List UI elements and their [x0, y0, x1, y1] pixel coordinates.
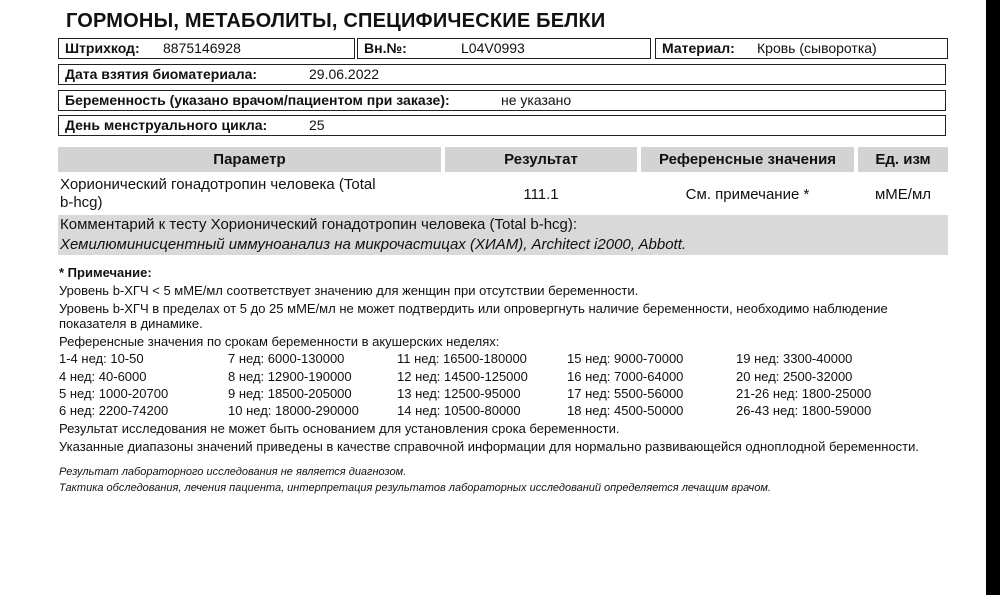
results-table-header [58, 147, 948, 172]
sample-date-box [58, 64, 946, 85]
unit-value: мМЕ/мл [874, 186, 932, 203]
reference-range-item: 26-43 нед: 1800-59000 [736, 403, 872, 418]
pregnancy-box [58, 90, 946, 111]
pregnancy-label: Беременность (указано врачом/пациентом при заказе): [65, 92, 450, 108]
disclaimer-line: Результат лабораторного исследования не является диагнозом. [59, 466, 407, 478]
note-line: Референсные значения по срокам беременности в акушерских неделях: [59, 334, 500, 349]
material-box [655, 38, 948, 59]
reference-range-item: 5 нед: 1000-20700 [59, 386, 169, 401]
internal-number-value: L04V0993 [461, 40, 525, 56]
reference-range-item: 10 нед: 18000-290000 [228, 403, 359, 418]
barcode-box [58, 38, 355, 59]
reference-range-item: 9 нед: 18500-205000 [228, 386, 352, 401]
reference-range-item: 17 нед: 5500-56000 [567, 386, 684, 401]
reference-range-item: 20 нед: 2500-32000 [736, 369, 853, 384]
column-header-result: Результат [445, 147, 637, 172]
reference-range-item: 4 нед: 40-6000 [59, 369, 147, 384]
column-header-unit: Ед. изм [858, 147, 948, 172]
reference-range-item: 6 нед: 2200-74200 [59, 403, 169, 418]
note-line: Указанные диапазоны значений приведены в качестве справочной информации для нормально развивающейся одноплодной беременности. [59, 439, 920, 454]
note-line: Уровень b-ХГЧ < 5 мМЕ/мл соответствует значению для женщин при отсутствии беременности. [59, 283, 639, 298]
sample-date-value: 29.06.2022 [309, 66, 380, 82]
note-line: показателя в динамике. [59, 316, 203, 331]
column-header-parameter: Параметр [58, 147, 441, 172]
reference-range-item: 19 нед: 3300-40000 [736, 351, 853, 366]
cycle-day-value: 25 [309, 117, 325, 133]
screen-edge [986, 0, 1000, 595]
reference-range-item: 8 нед: 12900-190000 [228, 369, 352, 384]
reference-range-item: 18 нед: 4500-50000 [567, 403, 684, 418]
result-value: 111.1 [523, 186, 559, 203]
reference-range-item: 12 нед: 14500-125000 [397, 369, 528, 384]
reference-range-item: 16 нед: 7000-64000 [567, 369, 684, 384]
material-value: Кровь (сыворотка) [757, 40, 877, 56]
parameter-name-line1: Хорионический гонадотропин человека (Total [60, 176, 376, 193]
internal-number-label: Вн.№: [364, 40, 407, 56]
comment-method: Хемилюминисцентный иммуноанализ на микрочастицах (ХИАМ), Architect i2000, Abbott. [60, 236, 687, 253]
note-line: Результат исследования не может быть основанием для установления срока беременности. [59, 421, 620, 436]
reference-value: См. примечание * [685, 186, 810, 203]
reference-range-item: 21-26 нед: 1800-25000 [736, 386, 872, 401]
barcode-label: Штрихкод: [65, 40, 140, 56]
parameter-name-line2: b-hcg) [60, 194, 103, 211]
material-label: Материал: [662, 40, 735, 56]
column-header-reference: Референсные значения [641, 147, 854, 172]
reference-range-item: 1-4 нед: 10-50 [59, 351, 144, 366]
report-title: ГОРМОНЫ, МЕТАБОЛИТЫ, СПЕЦИФИЧЕСКИЕ БЕЛКИ [66, 10, 606, 32]
cycle-day-box [58, 115, 946, 136]
internal-number-box [357, 38, 651, 59]
note-line: Уровень b-ХГЧ в пределах от 5 до 25 мМЕ/мл не может подтвердить или опровергнуть наличие беременности, необходимо наблюдение [59, 301, 888, 316]
reference-range-item: 13 нед: 12500-95000 [397, 386, 521, 401]
comment-title: Комментарий к тесту Хорионический гонадотропин человека (Total b-hcg): [60, 216, 578, 233]
pregnancy-value: не указано [501, 92, 572, 108]
reference-range-item: 15 нед: 9000-70000 [567, 351, 684, 366]
cycle-day-label: День менструального цикла: [65, 117, 268, 133]
disclaimer-line: Тактика обследования, лечения пациента, интерпретация результатов лабораторных исследований определяется лечащим врачом. [59, 482, 771, 494]
reference-range-item: 11 нед: 16500-180000 [397, 351, 527, 366]
barcode-value: 8875146928 [163, 40, 241, 56]
sample-date-label: Дата взятия биоматериала: [65, 66, 258, 82]
reference-range-item: 14 нед: 10500-80000 [397, 403, 521, 418]
note-heading: * Примечание: [59, 265, 152, 280]
reference-range-item: 7 нед: 6000-130000 [228, 351, 345, 366]
